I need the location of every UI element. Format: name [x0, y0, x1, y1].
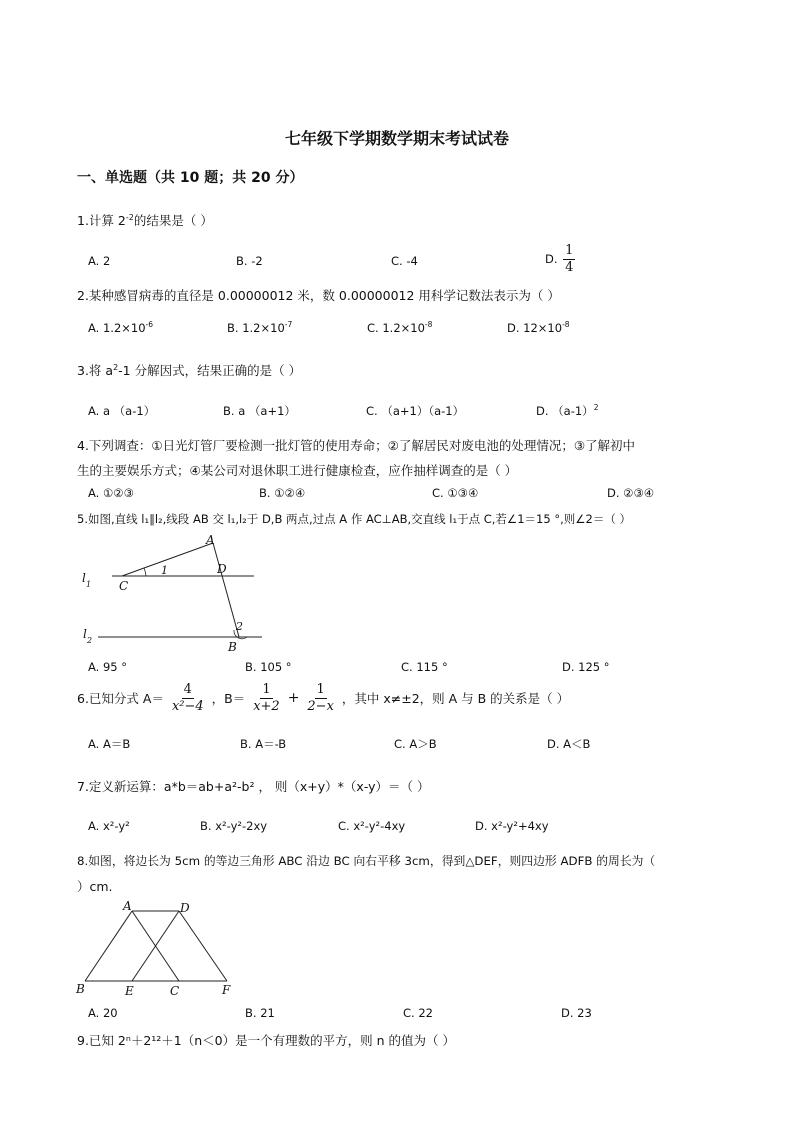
q2-option-a-exponent: -6	[145, 320, 154, 329]
q1-option-d-fraction	[563, 244, 575, 274]
q2-option-d[interactable]	[507, 320, 570, 335]
question-6-pre: 6.已知分式 A＝	[77, 691, 164, 707]
q3-option-b[interactable]: B. a （a+1）	[223, 404, 296, 418]
fraction-b1	[251, 683, 282, 713]
question-4-line-2: 生的主要娱乐方式；④某公司对退休职工进行健康检查，应作抽样调查的是（ ）	[77, 463, 518, 478]
q4-option-b[interactable]: B. ①②④	[259, 486, 306, 500]
q4-option-a[interactable]: A. ①②③	[88, 486, 134, 500]
q2-option-a-text: A. 1.2×10	[88, 320, 146, 335]
q3-option-a[interactable]: A. a （a-1）	[88, 404, 156, 418]
label-l1: l	[82, 571, 86, 585]
q8-option-c[interactable]: C. 22	[403, 1006, 433, 1020]
question-1-stem-pre: 1.计算 2	[77, 213, 126, 228]
section-heading: 一、单选题（共 10 题；共 20 分）	[77, 170, 304, 186]
label-l2: l	[83, 627, 87, 641]
q1-option-c[interactable]: C. -4	[391, 254, 418, 268]
question-3	[77, 361, 301, 379]
q8-figure	[72, 897, 242, 1002]
q5-option-d[interactable]: D. 125 °	[562, 660, 610, 674]
q4-option-c[interactable]: C. ①③④	[432, 486, 479, 500]
q5-option-b[interactable]: B. 105 °	[245, 660, 292, 674]
q2-option-b-text: B. 1.2×10	[227, 320, 285, 335]
q2-option-c[interactable]	[367, 320, 432, 335]
label-f: F	[222, 983, 231, 997]
fraction-denominator: x+2	[253, 698, 280, 714]
q5-figure	[76, 530, 276, 655]
q5-option-c[interactable]: C. 115 °	[401, 660, 448, 674]
label-l2-subscript: 2	[87, 636, 93, 645]
q7-option-b[interactable]: B. x²-y²-2xy	[200, 819, 268, 833]
q2-option-c-text: C. 1.2×10	[367, 320, 425, 335]
question-9: 9.已知 2ⁿ＋2¹²＋1（n＜0）是一个有理数的平方，则 n 的值为（ ）	[77, 1033, 455, 1048]
question-3-stem-pre: 3.将 a	[77, 363, 114, 378]
q1-option-a[interactable]: A. 2	[88, 254, 111, 268]
question-6-mid: ，B＝	[211, 691, 246, 707]
q8-option-a[interactable]: A. 20	[88, 1006, 118, 1020]
question-8-line-2: ）cm.	[77, 879, 113, 894]
q2-option-b[interactable]	[227, 320, 292, 335]
q1-option-d-label: D.	[545, 252, 558, 267]
segment-df	[179, 911, 227, 981]
label-l1-subscript: 1	[86, 580, 92, 589]
fraction-b2	[305, 683, 336, 713]
q7-option-a[interactable]: A. x²-y²	[88, 819, 130, 833]
label-angle-2: 2	[236, 620, 243, 633]
q7-option-c[interactable]: C. x²-y²-4xy	[338, 819, 406, 833]
q1-option-b[interactable]: B. -2	[236, 254, 263, 268]
question-4-line-1: 4.下列调查：①日光灯管厂要检测一批灯管的使用寿命；②了解居民对废电池的处理情况；③了解初中	[77, 438, 636, 453]
q6-option-d[interactable]: D. A＜B	[547, 737, 591, 751]
fraction-denominator: x²−4	[171, 698, 204, 714]
label-e: E	[125, 984, 134, 998]
fraction-a	[170, 683, 206, 713]
q6-option-b[interactable]: B. A＝-B	[240, 737, 287, 751]
q2-option-a[interactable]	[88, 320, 153, 335]
q2-option-d-text: D. 12×10	[507, 320, 563, 335]
question-5: 5.如图,直线 l₁∥l₂,线段 AB 交 l₁,l₂于 D,B 两点,过点 A 作 AC⊥AB,交直线 l₁于点 C,若∠1＝15 °,则∠2＝（ ）	[77, 512, 632, 526]
q8-option-d[interactable]: D. 23	[561, 1006, 592, 1020]
label-b: B	[76, 982, 85, 996]
label-a: A	[123, 899, 132, 913]
question-1	[77, 211, 213, 229]
q5-option-a[interactable]: A. 95 °	[88, 660, 128, 674]
q8-option-b[interactable]: B. 21	[245, 1006, 275, 1020]
question-6-post: ，其中 x≠±2，则 A 与 B 的关系是（ ）	[341, 691, 570, 707]
question-1-stem-post: 的结果是（ ）	[133, 213, 213, 228]
label-c: C	[170, 984, 180, 998]
segment-ab	[85, 911, 132, 981]
fraction-numerator: 1	[316, 682, 325, 697]
label-d: D	[217, 562, 227, 576]
q4-option-d[interactable]: D. ②③④	[607, 486, 655, 500]
q6-option-a[interactable]: A. A＝B	[88, 737, 131, 751]
fraction-denominator: 2−x	[307, 698, 334, 714]
label-angle-1: 1	[161, 564, 168, 577]
page-title: 七年级下学期数学期末考试试卷	[284, 129, 509, 148]
question-3-exponent: 2	[113, 362, 119, 372]
angle-1-arc	[144, 568, 146, 576]
question-2: 2.某种感冒病毒的直径是 0.00000012 米，数 0.00000012 用科学记数法表示为（ ）	[77, 288, 560, 303]
fraction-numerator: 1	[262, 682, 271, 697]
label-a: A	[206, 533, 215, 547]
q7-option-d[interactable]: D. x²-y²+4xy	[475, 819, 549, 833]
q2-option-c-exponent: -8	[424, 320, 433, 329]
label-d: D	[180, 901, 190, 915]
question-3-stem-post: -1 分解因式，结果正确的是（ ）	[118, 363, 302, 378]
q1-option-d[interactable]	[545, 244, 577, 274]
question-8-line-1: 8.如图，将边长为 5cm 的等边三角形 ABC 沿边 BC 向右平移 3cm，得到△DEF，则四边形 ADFB 的周长为（	[77, 854, 656, 868]
q3-option-d-exponent: 2	[593, 403, 599, 413]
question-7: 7.定义新运算：a*b＝ab+a²-b² ， 则（x+y）*（x-y）＝（ ）	[77, 779, 430, 794]
label-c: C	[119, 579, 129, 593]
q2-option-b-exponent: -7	[284, 320, 293, 329]
question-1-exponent: -2	[125, 212, 134, 222]
label-b: B	[228, 640, 237, 654]
fraction-denominator: 4	[565, 259, 574, 275]
q3-option-d[interactable]	[536, 403, 598, 419]
q3-option-d-text: D. （a-1）	[536, 404, 594, 418]
q2-option-d-exponent: -8	[562, 320, 570, 329]
q6-option-c[interactable]: C. A＞B	[394, 737, 437, 751]
plus-sign: +	[287, 690, 300, 707]
fraction-numerator: 4	[183, 682, 192, 697]
question-6	[77, 683, 569, 713]
fraction-numerator: 1	[565, 243, 574, 258]
q3-option-c[interactable]: C. （a+1）（a-1）	[366, 404, 465, 418]
